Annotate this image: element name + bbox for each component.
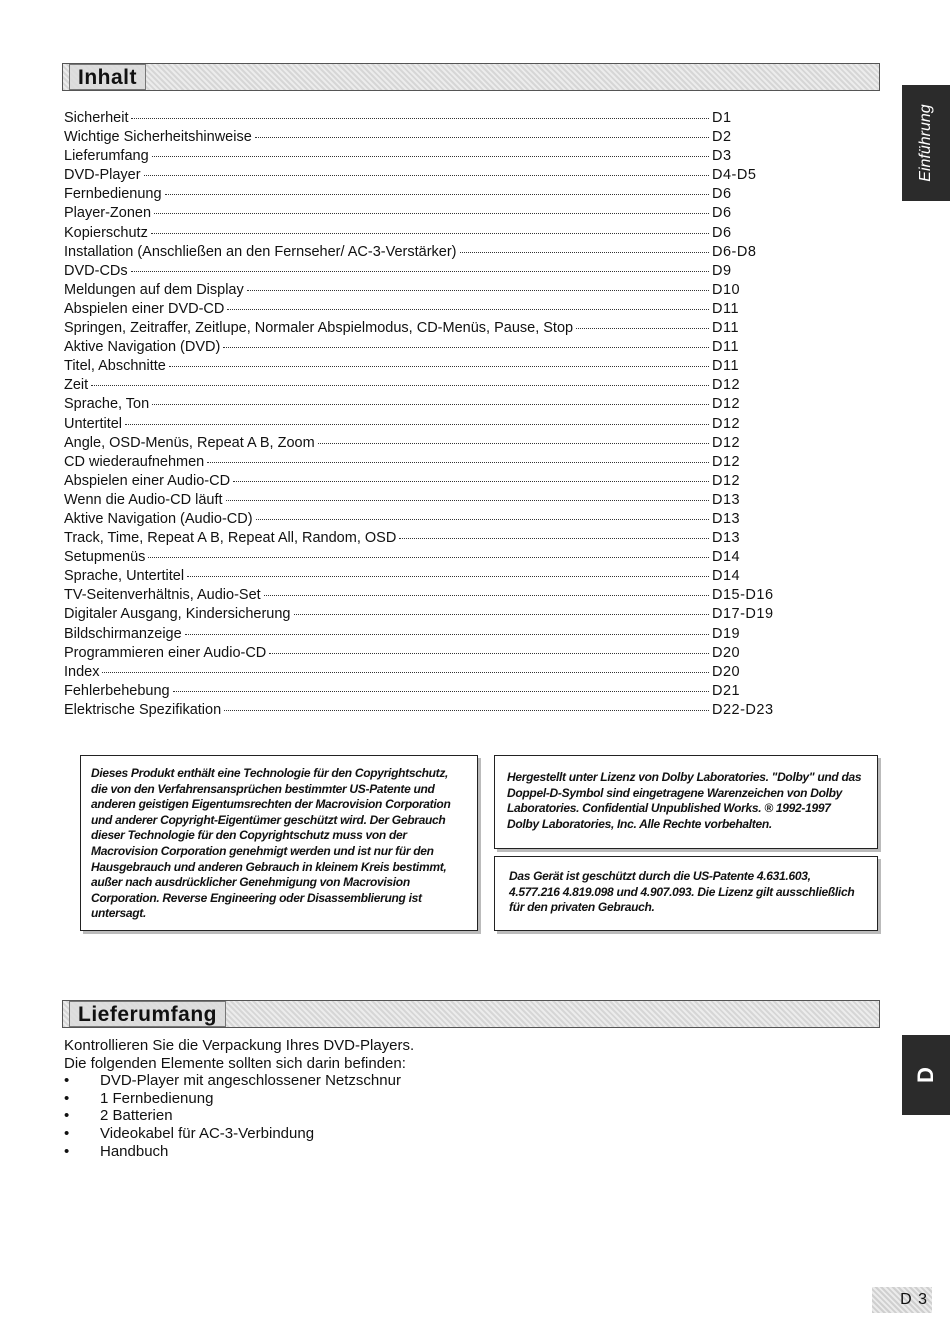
toc-entry-title: Aktive Navigation (Audio-CD) [64,510,253,527]
toc-entry-page: D11 [712,339,740,356]
toc-entry-page: D13 [712,491,741,508]
toc-entry-title: Aktive Navigation (DVD) [64,339,221,356]
toc-entry-page: D6-D8 [712,243,757,260]
toc-entry [64,434,784,453]
toc-entry-title: Player-Zonen [64,205,152,222]
toc-dot-leader [233,480,709,482]
toc-entry-page: D10 [712,281,741,298]
toc-entry [64,376,784,395]
toc-entry [64,701,784,720]
toc-entry [64,166,784,185]
side-tab-language-label: D [913,1067,938,1083]
toc-dot-leader [318,442,709,444]
toc-dot-leader [102,671,709,673]
toc-entry-page: D11 [712,320,740,337]
toc-entry-title: Digitaler Ausgang, Kindersicherung [64,606,291,623]
toc-entry-title: Fernbedienung [64,186,162,203]
toc-dot-leader [226,499,709,501]
side-tab-einfuehrung-label: Einführung [917,104,934,182]
toc-entry-title: CD wiederaufnehmen [64,453,205,470]
toc-entry [64,338,784,357]
toc-dot-leader [460,251,710,253]
toc-dot-leader [224,709,709,711]
toc-entry [64,491,784,510]
toc-dot-leader [294,613,710,615]
toc-entry-page: D22-D23 [712,701,774,718]
toc-entry [64,529,784,548]
toc-entry [64,644,784,663]
toc-entry-page: D12 [712,415,741,432]
macrovision-notice-text: Dieses Produkt enthält eine Technologie für den Copyrightschutz, die von den Verfahrensansprüchen bestimmter US-Patente und anderen geistigen Eigentumsrechten der Macrovision Corporation und anderer Copyright-Eigentümer geschützt wird. Der Gebrauch dieser Technologie für den Copyrightschutz muss von der Macrovision Corporation genehmigt werden und ist nur für den Hausgebrauch und anderen Gebrauch in kleinem Kreis bestimmt, außer nach ausdrücklicher Genehmigung von Macrovision Corporation. Reverse Engineering oder Disassemblierung ist untersagt. [91,766,451,921]
toc-entry-page: D4-D5 [712,167,757,184]
toc-entry-page: D13 [712,510,741,527]
macrovision-notice [80,755,478,931]
toc-entry-page: D11 [712,300,740,317]
toc-entry-title: Setupmenüs [64,549,146,566]
toc-entry-title: Sprache, Ton [64,396,150,413]
toc-entry [64,204,784,223]
toc-entry [64,185,784,204]
toc-entry-page: D20 [712,644,741,661]
toc-dot-leader [256,518,709,520]
toc-entry [64,300,784,319]
toc-entry-title: Wichtige Sicherheitshinweise [64,129,252,146]
toc-entry-title: Abspielen einer Audio-CD [64,472,231,489]
toc-entry [64,663,784,682]
toc-header-bar [62,63,880,91]
toc-entry-title: Untertitel [64,415,123,432]
lieferumfang-intro-1: Kontrollieren Sie die Verpackung Ihres DVD-Players. [64,1037,415,1054]
list-item: • 1 Fernbedienung [64,1090,414,1108]
toc-entry-title: TV-Seitenverhältnis, Audio-Set [64,587,261,604]
toc-dot-leader [223,346,709,348]
toc-entry-title: Index [64,663,100,680]
toc-entry-title: Installation (Anschließen an den Fernseher/ AC-3-Verstärker) [64,243,457,260]
toc-entry-title: Meldungen auf dem Display [64,281,244,298]
toc-dot-leader [576,327,709,329]
toc-dot-leader [151,232,709,234]
toc-entry-page: D17-D19 [712,606,774,623]
toc-dot-leader [207,461,709,463]
toc-entry-page: D12 [712,396,741,413]
toc-entry-page: D6 [712,186,732,203]
toc-entry-title: Wenn die Audio-CD läuft [64,491,223,508]
toc-entry [64,262,784,281]
toc-entry-page: D12 [712,472,741,489]
toc-entry-page: D20 [712,663,741,680]
patent-notice-text: Das Gerät ist geschützt durch die US-Patente 4.631.603, 4.577.216 4.819.098 und 4.907.093. Die Lizenz gilt ausschließlich für den privaten Gebrauch. [509,869,855,915]
toc-dot-leader [91,384,709,386]
toc-dot-leader [169,365,709,367]
list-item: • 2 Batterien [64,1107,414,1125]
toc-dot-leader [165,193,709,195]
lieferumfang-heading: Lieferumfang [69,1001,226,1027]
toc-entry-title: Kopierschutz [64,224,148,241]
toc-entry [64,586,784,605]
toc-heading: Inhalt [69,64,146,90]
toc-dot-leader [187,575,709,577]
toc-entry-page: D9 [712,262,732,279]
toc-dot-leader [125,423,709,425]
toc-entry-title: Lieferumfang [64,148,149,165]
toc-entry [64,128,784,147]
toc-entry-page: D6 [712,224,732,241]
toc-entry-title: DVD-CDs [64,262,128,279]
toc-entry-title: Sicherheit [64,110,129,126]
toc-dot-leader [152,155,709,157]
dolby-notice-text: Hergestellt unter Lizenz von Dolby Laboratories. "Dolby" und das Doppel-D-Symbol sind eingetragene Warenzeichen von Dolby Laboratories. Confidential Unpublished Works. ® 1992-1997 Dolby Laboratories, Inc. Alle Rechte vorbehalten. [507,770,862,831]
toc-dot-leader [255,136,709,138]
toc-entry [64,605,784,624]
toc-dot-leader [247,289,709,291]
toc-entry-page: D1 [712,110,732,126]
toc-dot-leader [399,537,709,539]
toc-entry-title: Programmieren einer Audio-CD [64,644,267,661]
toc-entry-title: DVD-Player [64,167,141,184]
toc-entry-title: Elektrische Spezifikation [64,701,222,718]
toc-dot-leader [152,403,709,405]
toc-entry [64,548,784,567]
toc-entry-page: D13 [712,530,741,547]
table-of-contents [64,109,784,720]
toc-entry-page: D12 [712,377,741,394]
page-number: D 3 [872,1287,932,1313]
toc-entry [64,281,784,300]
toc-dot-leader [154,212,709,214]
toc-entry-title: Fehlerbehebung [64,682,170,699]
toc-entry [64,319,784,338]
toc-entry-title: Abspielen einer DVD-CD [64,300,225,317]
toc-entry-title: Track, Time, Repeat A B, Repeat All, Random, OSD [64,530,397,547]
lieferumfang-header-bar [62,1000,880,1028]
toc-entry-title: Bildschirmanzeige [64,625,182,642]
toc-entry-page: D15-D16 [712,587,774,604]
toc-entry-page: D11 [712,358,740,375]
toc-dot-leader [131,270,709,272]
toc-entry-page: D14 [712,549,741,566]
toc-entry [64,453,784,472]
toc-entry-title: Titel, Abschnitte [64,358,166,375]
toc-entry-title: Zeit [64,377,89,394]
toc-dot-leader [131,117,709,119]
toc-entry-title: Angle, OSD-Menüs, Repeat A B, Zoom [64,434,315,451]
lieferumfang-intro-2: Die folgenden Elemente sollten sich darin befinden: [64,1054,406,1072]
lieferumfang-body [64,1037,414,1160]
side-tab-language [902,1035,950,1115]
list-item: • DVD-Player mit angeschlossener Netzschnur [64,1072,414,1090]
toc-entry-title: Sprache, Untertitel [64,568,185,585]
toc-entry-page: D2 [712,129,732,146]
dolby-notice [494,755,878,849]
toc-entry-title: Springen, Zeitraffer, Zeitlupe, Normaler Abspielmodus, CD-Menüs, Pause, Stop [64,320,574,337]
toc-entry [64,109,784,128]
toc-entry-page: D12 [712,434,741,451]
toc-entry-page: D19 [712,625,741,642]
toc-entry [64,567,784,586]
toc-dot-leader [269,652,709,654]
toc-entry [64,395,784,414]
toc-dot-leader [185,633,709,635]
list-item: • Videokabel für AC-3-Verbindung [64,1125,414,1143]
patent-notice [494,856,878,931]
toc-entry [64,472,784,491]
toc-entry-page: D14 [712,568,741,585]
toc-entry [64,224,784,243]
toc-dot-leader [148,556,709,558]
toc-entry-page: D3 [712,148,732,165]
toc-entry-page: D6 [712,205,732,222]
side-tab-einfuehrung [902,85,950,201]
toc-entry-page: D12 [712,453,741,470]
toc-entry [64,147,784,166]
toc-dot-leader [173,690,709,692]
list-item: • Handbuch [64,1143,414,1161]
toc-entry [64,415,784,434]
toc-dot-leader [144,174,709,176]
toc-dot-leader [227,308,709,310]
lieferumfang-list [64,1072,414,1160]
toc-entry-page: D21 [712,682,741,699]
toc-entry [64,682,784,701]
toc-entry [64,510,784,529]
toc-entry [64,625,784,644]
toc-entry [64,357,784,376]
toc-entry [64,243,784,262]
toc-dot-leader [264,594,709,596]
